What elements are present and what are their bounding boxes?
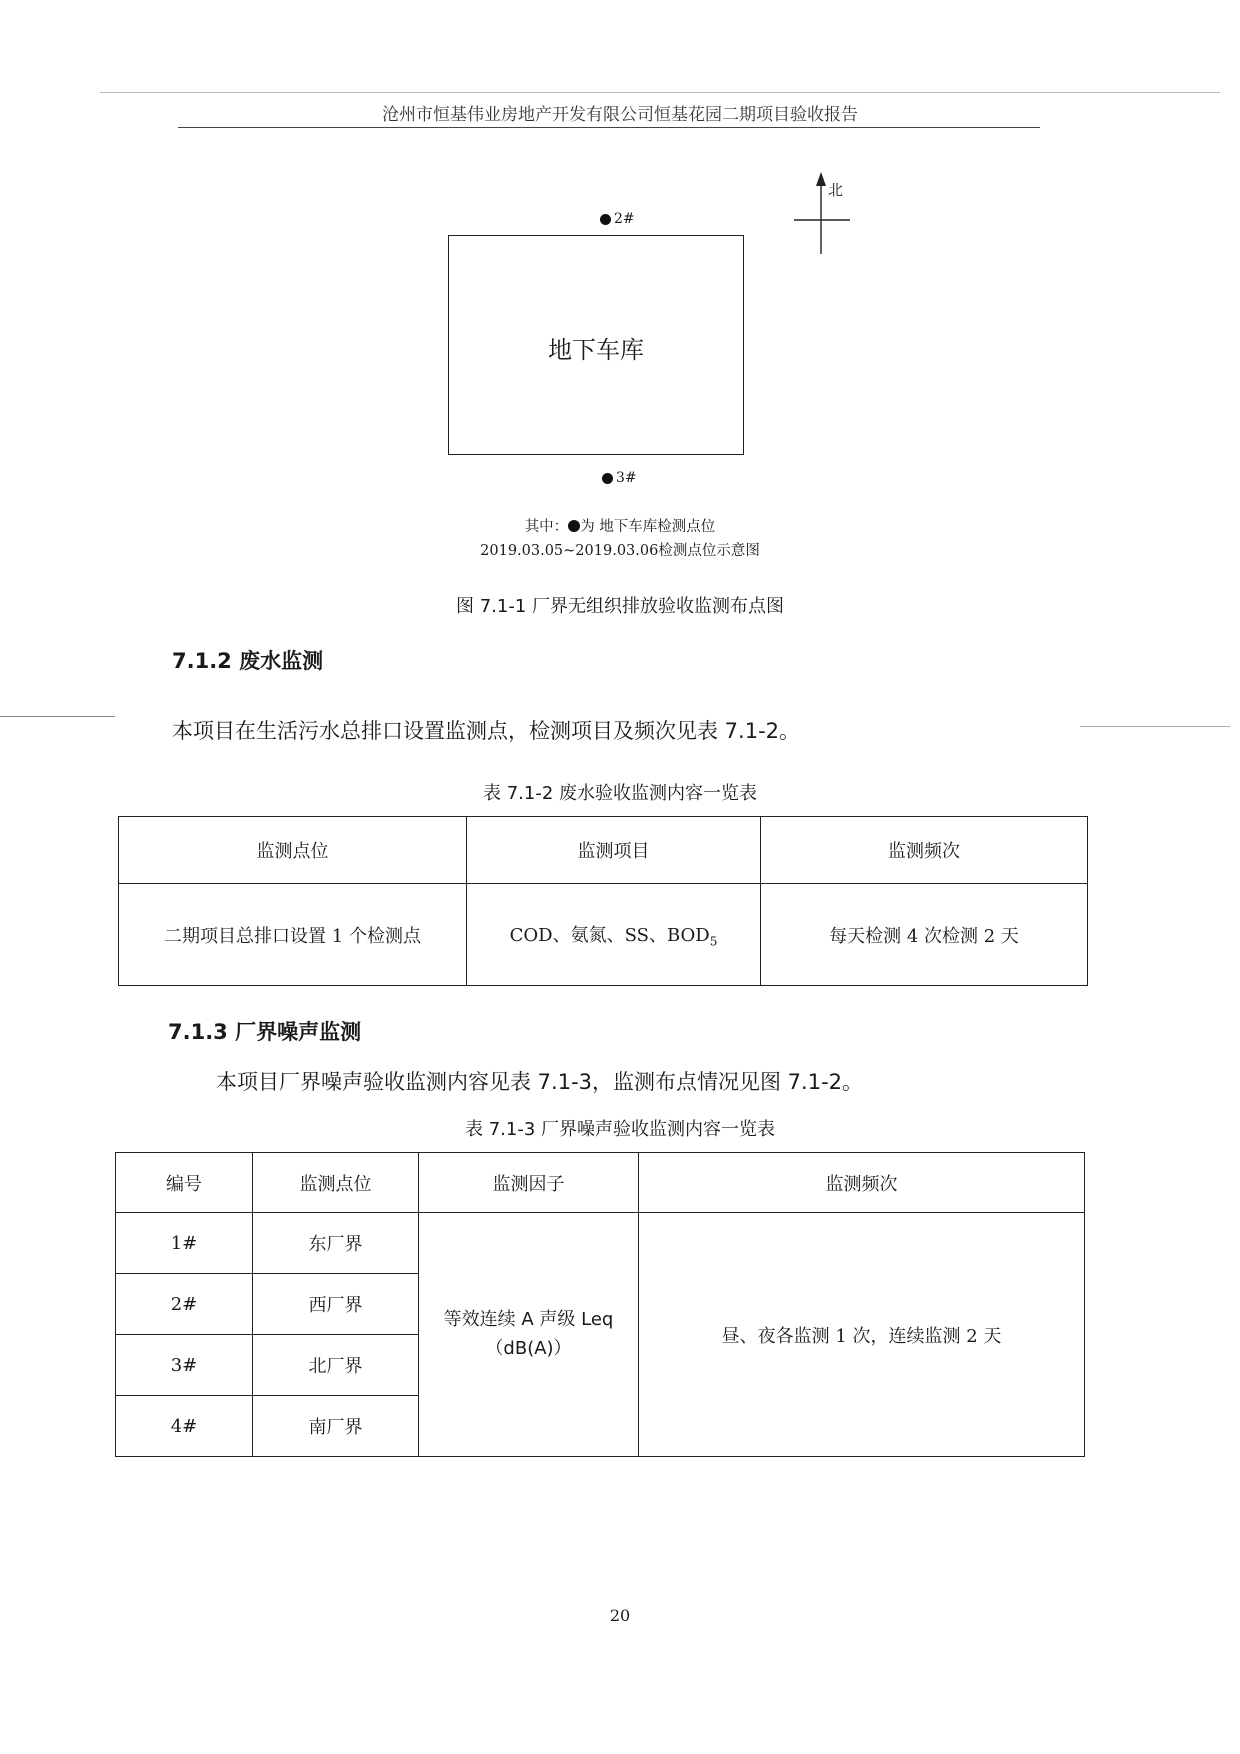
point-location-cell: 南厂界: [253, 1396, 419, 1457]
header-cell: 监测项目: [467, 817, 761, 884]
monitoring-frequency-cell: 昼、夜各监测 1 次，连续监测 2 天: [639, 1213, 1085, 1457]
monitoring-location-cell: 二期项目总排口设置 1 个检测点: [119, 884, 467, 986]
header-cell: 监测频次: [761, 817, 1088, 884]
table-row: [119, 884, 1088, 986]
point-id-cell: 1#: [116, 1213, 253, 1274]
noise-monitoring-table: [115, 1152, 1085, 1457]
point-location-cell: 北厂界: [253, 1335, 419, 1396]
bod-subscript: 5: [709, 934, 718, 949]
factor-line-1: 等效连续 A 声级 Leq: [443, 1308, 614, 1330]
point-id-cell: 4#: [116, 1396, 253, 1457]
factor-line-2: （dB(A)）: [485, 1337, 572, 1359]
point-id-cell: 3#: [116, 1335, 253, 1396]
header-cell: 监测点位: [253, 1153, 419, 1213]
scan-artifact-line: [0, 716, 115, 717]
garage-label: 地下车库: [548, 336, 644, 364]
section-paragraph-7-1-3: 本项目厂界噪声验收监测内容见表 7.1-3，监测布点情况见图 7.1-2。: [216, 1070, 864, 1094]
monitoring-frequency-cell: 每天检测 4 次检测 2 天: [761, 884, 1088, 986]
point-id-cell: 2#: [116, 1274, 253, 1335]
legend-prefix: 其中：: [524, 519, 569, 535]
section-paragraph-7-1-2: 本项目在生活污水总排口设置监测点，检测项目及频次见表 7.1-2。: [172, 719, 801, 743]
document-header: 沧州市恒基伟业房地产开发有限公司恒基花园二期项目验收报告: [382, 105, 858, 125]
table-caption-7-1-3: 表 7.1-3 厂界噪声验收监测内容一览表: [464, 1119, 775, 1140]
scan-artifact-line: [1080, 726, 1230, 727]
header-cell: 监测点位: [119, 817, 467, 884]
point-location-cell: 东厂界: [253, 1213, 419, 1274]
diagram-legend: [0, 515, 1240, 536]
point-dot-icon: [600, 214, 611, 225]
table-header-row: [116, 1153, 1085, 1213]
legend-text: 为 地下车库检测点位: [580, 519, 716, 535]
point-dot-icon: [568, 520, 580, 532]
monitoring-items-text: COD、氨氮、SS、BOD: [509, 924, 710, 946]
point-label: 2#: [614, 211, 635, 227]
point-dot-icon: [602, 473, 613, 484]
header-cell: 监测频次: [639, 1153, 1085, 1213]
north-label: 北: [828, 181, 844, 199]
page-number: 20: [609, 1606, 631, 1625]
header-cell: 编号: [116, 1153, 253, 1213]
table-header-row: [119, 817, 1088, 884]
header-cell: 监测因子: [419, 1153, 639, 1213]
monitoring-items-cell: [467, 884, 761, 986]
diagram-date-caption: 2019.03.05~2019.03.06检测点位示意图: [480, 543, 760, 559]
point-location-cell: 西厂界: [253, 1274, 419, 1335]
monitoring-point-2: [600, 211, 635, 227]
section-heading-7-1-2: 7.1.2 废水监测: [172, 649, 324, 673]
monitoring-factor-cell: [419, 1213, 639, 1457]
scan-artifact-line: [100, 92, 1220, 93]
header-rule: [178, 127, 1040, 128]
monitoring-point-3: [602, 470, 637, 486]
point-label: 3#: [616, 470, 637, 486]
table-row: [116, 1213, 1085, 1274]
table-caption-7-1-2: 表 7.1-2 废水验收监测内容一览表: [482, 783, 757, 804]
section-heading-7-1-3: 7.1.3 厂界噪声监测: [168, 1020, 362, 1044]
north-arrow-icon: [786, 170, 856, 256]
wastewater-monitoring-table: [118, 816, 1088, 986]
figure-caption: 图 7.1-1 厂界无组织排放验收监测布点图: [455, 596, 784, 617]
